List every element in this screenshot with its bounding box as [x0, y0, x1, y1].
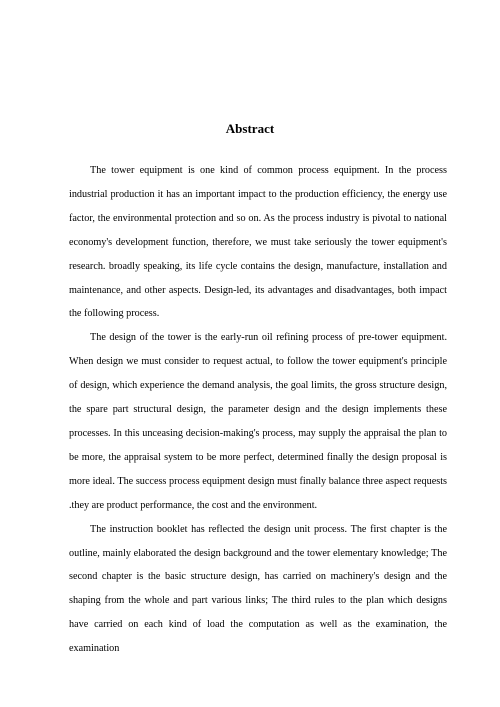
paragraph-3: The instruction booklet has reflected the design unit process. The first chapter is the outline, mainly elaborated the design background and the tower elementary knowledge; The second chapter is the basic structure design, has carried on machinery's design and the shaping from the whole and part various links; The third rules to the plan which designs have carried on each kind of load the computation as well as the examination, the examination	[69, 523, 447, 655]
paragraph-2: The design of the tower is the early-run oil refining process of pre-tower equipment. When design we must consider to request actual, to follow the tower equipment's principle of design, which experience the demand analysis, the goal limits, the gross structure design, the spare part structural design, the parameter design and the design implements these processes. In this unceasing decision-making's process, may supply the appraisal the plan to be more, the appraisal system to be more perfect, determined finally the design proposal is more ideal. The success process equipment design must finally balance three aspect requests .they are product performance, the cost and the environment.	[69, 332, 447, 511]
abstract-body	[69, 159, 447, 661]
paragraph-1: The tower equipment is one kind of common process equipment. In the process industrial production it has an important impact to the production efficiency, the energy use factor, the environmental protection and so on. As the process industry is pivotal to national economy's development function, therefore, we must take seriously the tower equipment's research. broadly speaking, its life cycle contains the design, manufacture, installation and maintenance, and other aspects. Design-led, its advantages and disadvantages, both impact the following process.	[69, 165, 447, 320]
page-title: Abstract	[225, 121, 275, 136]
